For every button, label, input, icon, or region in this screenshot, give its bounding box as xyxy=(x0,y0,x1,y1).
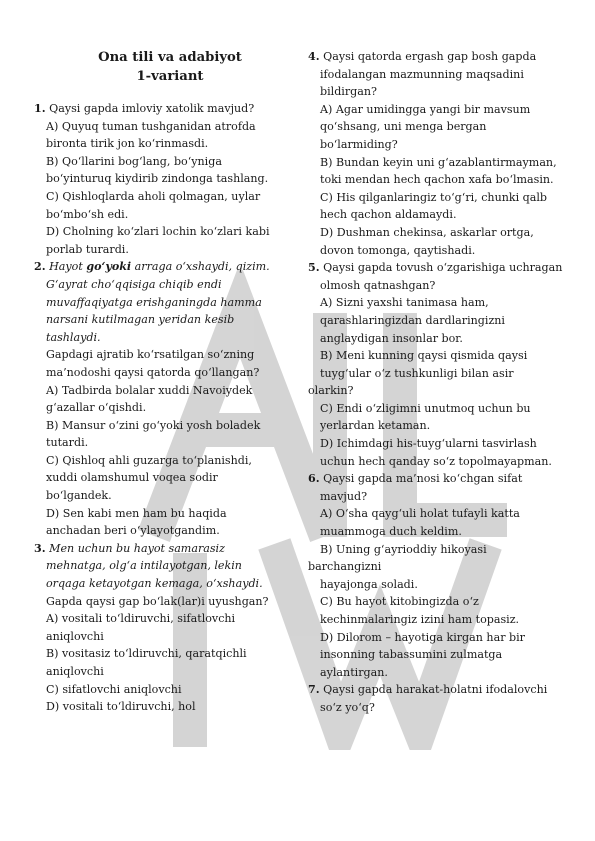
option-d-cont: dovon tomonga, qaytishadi. xyxy=(320,243,476,257)
title-subject: Ona tili va adabiyot xyxy=(98,50,242,65)
option-a-cont: g‘azallar o‘qishdi. xyxy=(46,401,147,415)
option-b-cont: bo‘yinturuq kiydirib zindonga tashlang. xyxy=(46,172,269,186)
option-a-cont: bo‘larmiding? xyxy=(320,137,398,151)
question-6 xyxy=(308,470,566,681)
question-stem-cont: so‘z yo‘q? xyxy=(320,700,375,714)
option-b: B) Mansur o‘zini go‘yoki yosh boladek xyxy=(46,418,261,432)
question-stem: Qaysi qatorda ergash gap bosh gapda xyxy=(323,50,537,63)
question-number: 7. xyxy=(308,683,320,697)
option-a-cont: bironta tirik jon ko‘rinmasdi. xyxy=(46,137,209,151)
option-c: C) Endi o‘zligimni unutmoq uchun bu xyxy=(320,401,531,415)
question-stem-cont: mavjud? xyxy=(320,489,368,503)
question-stem: Qaysi gapda tovush o‘zgarishiga uchragan xyxy=(323,261,563,275)
question-2 xyxy=(34,258,302,540)
option-a: A) O‘sha qayg‘uli holat tufayli katta xyxy=(320,507,520,521)
question-stem-cont: olmosh qatnashgan? xyxy=(320,278,436,292)
quote-text: G‘ayrat cho‘qqisiga chiqib endi xyxy=(46,277,222,291)
option-d-cont: aylantirgan. xyxy=(320,665,388,679)
question-number: 1. xyxy=(34,102,46,115)
option-a: A) Agar umidingga yangi bir mavsum xyxy=(320,102,531,116)
question-stem: Gapda qaysi gap bo‘lak(lar)i uyushgan? xyxy=(46,594,269,608)
option-d: D) Dilorom – hayotiga kirgan har bir xyxy=(320,630,525,644)
option-c: C) sifatlovchi aniqlovchi xyxy=(46,682,182,696)
option-c-cont: kechinmalaringiz izini ham topasiz. xyxy=(320,613,520,626)
option-c-cont: xuddi olamshumul voqea sodir xyxy=(46,471,218,485)
quote-text: Hayot xyxy=(49,260,87,274)
option-a-cont: aniqlovchi xyxy=(46,629,104,643)
left-column xyxy=(34,48,302,716)
option-b: B) vositasiz to‘ldiruvchi, qaratqichli xyxy=(46,647,247,661)
quote-text: muvaffaqiyatga erishganingda hamma xyxy=(46,295,262,309)
option-c: C) Bu hayot kitobingizda o‘z xyxy=(320,595,479,609)
option-a-cont: qo‘shsang, uni menga bergan xyxy=(320,120,487,134)
option-a: A) Sizni yaxshi tanimasa ham, xyxy=(320,296,489,310)
question-number: 3. xyxy=(34,541,46,555)
option-d: D) Dushman chekinsa, askarlar ortga, xyxy=(320,225,534,239)
title-variant: 1-variant xyxy=(136,69,204,84)
quote-text: orqaga ketayotgan kemaga, o‘xshaydi. xyxy=(46,577,263,591)
option-b-cont: toki mendan hech qachon xafa bo‘lmasin. xyxy=(320,173,554,187)
question-4 xyxy=(308,48,566,259)
question-number: 6. xyxy=(308,472,320,486)
option-a-cont: muammoga duch keldim. xyxy=(320,525,462,539)
option-b-cont: barchangizni xyxy=(308,560,382,574)
question-number: 4. xyxy=(308,50,320,63)
question-number: 5. xyxy=(308,261,320,275)
option-d-cont: porlab turardi. xyxy=(46,242,129,256)
option-c-cont: yerlardan ketaman. xyxy=(320,419,431,433)
question-stem-cont: bildirgan? xyxy=(320,85,377,99)
option-b-cont: tuyg‘ular o‘z tushkunligi bilan asir xyxy=(320,366,514,380)
option-c: C) Qishloqlarda aholi qolmagan, uylar xyxy=(46,189,261,203)
option-c: C) His qilganlaringiz to‘g‘ri, chunki qalb xyxy=(320,190,548,204)
option-c-cont: hech qachon aldamaydi. xyxy=(320,208,457,222)
question-stem: Qaysi gapda ma’nosi ko‘chgan sifat xyxy=(323,472,523,486)
option-b: B) Meni kunning qaysi qismida qaysi xyxy=(320,349,528,363)
option-c-cont: bo‘lgandek. xyxy=(46,489,112,503)
question-5 xyxy=(308,259,566,470)
option-d: D) vositali to‘ldiruvchi, hol xyxy=(46,700,196,714)
option-b-cont: tutardi. xyxy=(46,436,89,450)
question-7 xyxy=(308,681,566,716)
quote-text: arraga o‘xshaydi, qizim. xyxy=(131,260,270,274)
option-b: B) Uning g‘ayrioddiy hikoyasi xyxy=(320,542,487,556)
question-stem-cont: ma’nodoshi qaysi qatorda qo‘llangan? xyxy=(46,365,260,379)
option-d: D) Cholning ko‘zlari lochin ko‘zlari kabi xyxy=(46,225,270,239)
option-a: A) vositali to‘ldiruvchi, sifatlovchi xyxy=(46,612,236,626)
option-c: C) Qishloq ahli guzarga to‘planishdi, xyxy=(46,453,252,467)
page-title xyxy=(34,48,302,86)
quote-text: tashlaydi. xyxy=(46,330,101,344)
question-stem: Gapdagi ajratib ko‘rsatilgan so‘zning xyxy=(46,348,255,362)
question-3 xyxy=(34,540,302,716)
question-1 xyxy=(34,100,302,258)
quote-text: mehnatga, olg‘a intilayotgan, lekin xyxy=(46,559,242,573)
option-d-cont: uchun hech qanday so‘z topolmayapman. xyxy=(320,454,552,468)
question-number: 2. xyxy=(34,260,46,274)
option-a: A) Quyuq tuman tushganidan atrofda xyxy=(46,119,256,133)
option-b-cont: aniqlovchi xyxy=(46,665,104,678)
right-column xyxy=(308,48,566,717)
question-stem: Qaysi gapda harakat-holatni ifodalovchi xyxy=(323,683,548,697)
quote-text: Men uchun bu hayot samarasiz xyxy=(49,541,225,555)
question-stem-cont: ifodalangan mazmunning maqsadini xyxy=(320,67,524,81)
question-stem: Qaysi gapda imloviy xatolik mavjud? xyxy=(49,102,255,115)
option-a: A) Tadbirda bolalar xuddi Navoiydek xyxy=(46,383,253,397)
option-a-cont: anglaydigan insonlar bor. xyxy=(320,331,463,345)
option-a-cont: qarashlaringizdan dardlaringizni xyxy=(320,313,505,327)
option-b: B) Qo‘llarini bog‘lang, bo‘yniga xyxy=(46,154,222,168)
option-b-cont: olarkin? xyxy=(308,384,354,398)
quote-text: narsani kutilmagan yeridan kesib xyxy=(46,313,235,327)
option-d-cont: anchadan beri o‘ylayotgandim. xyxy=(46,524,220,538)
option-b: B) Bundan keyin uni g‘azablantirmayman, xyxy=(320,155,557,169)
option-d: D) Sen kabi men ham bu haqida xyxy=(46,506,227,520)
option-d-cont: insonning tabassumini zulmatga xyxy=(320,648,503,662)
highlighted-word: go‘yoki xyxy=(86,260,132,274)
option-c-cont: bo‘mbo‘sh edi. xyxy=(46,207,129,221)
option-b-cont: hayajonga soladi. xyxy=(320,577,418,591)
option-d: D) Ichimdagi his-tuyg‘ularni tasvirlash xyxy=(320,437,537,451)
